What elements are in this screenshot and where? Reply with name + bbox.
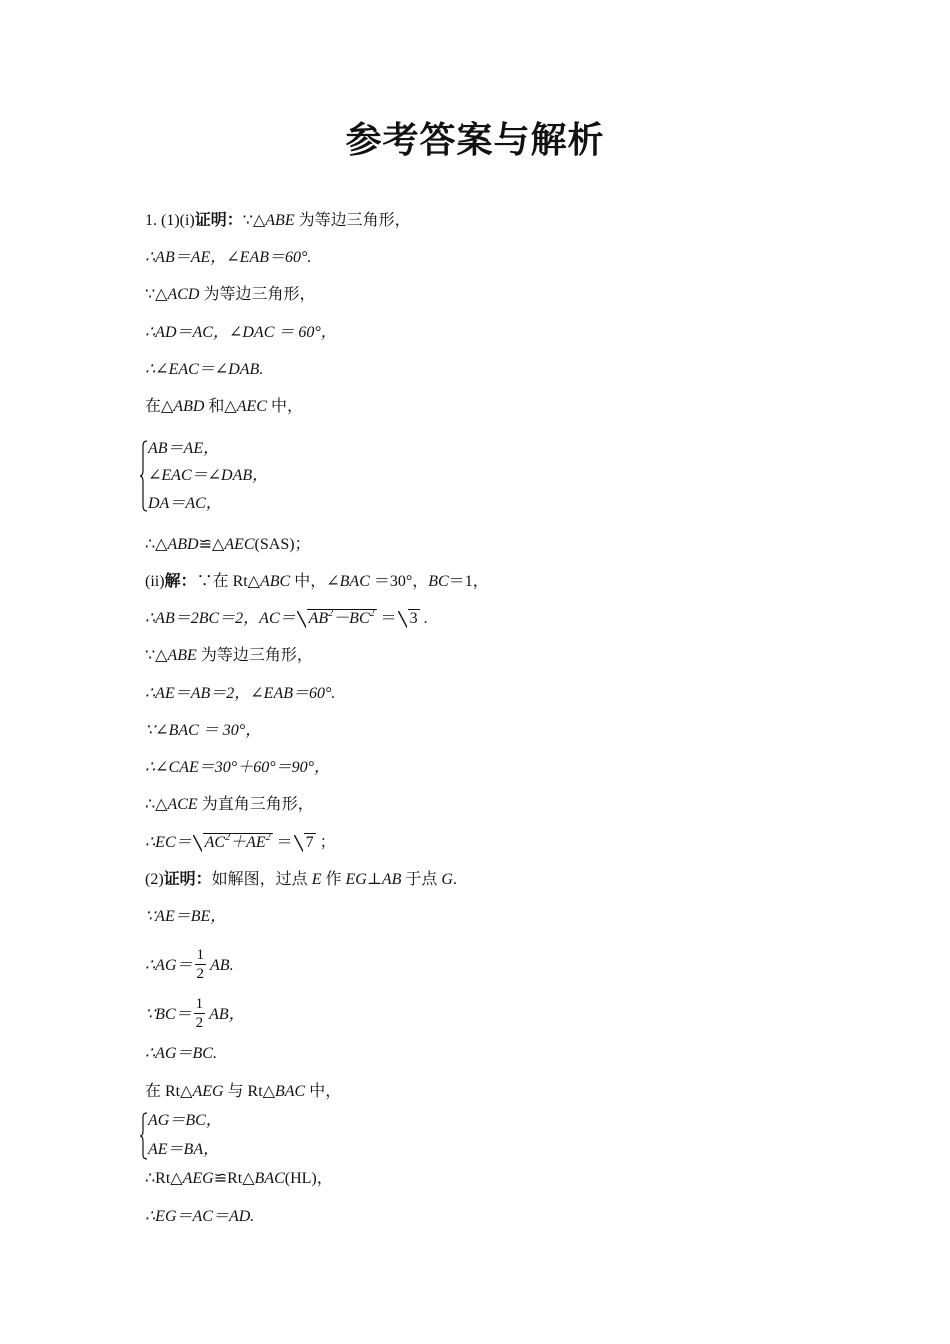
line-15: ∴EC＝ $AC^2+AE^2 = 7$ ； [145,832,336,854]
fraction-half: $\frac{1}{2}$ [196,947,205,982]
line-13: ∴∠CAE＝30°＋60°＝90°， [145,759,331,776]
system2-line-1: AG＝BC， [148,1112,222,1129]
system-line-1: AB＝AE， [148,440,220,457]
system-brace-1 [140,440,148,512]
line-17: ∵AE＝BE， [145,908,227,925]
system2-line-2: AE＝BA， [148,1141,220,1158]
line-22: ∴Rt△AEG≌Rt△BAC(HL)， [145,1170,333,1187]
sqrt-7: 7 [294,832,316,854]
line-7: ∴△ABD≌△AEC(SAS)； [145,536,311,553]
line-5: ∴∠EAC＝∠DAB. [145,361,264,378]
line-8: (ii)解：∵在 Rt△ABC 中，∠BAC ＝30°，BC＝1， [145,573,489,590]
line-4: ∴AD＝AC，∠DAC ＝ 60°， [145,324,337,341]
line-10: ∵△ABE 为等边三角形， [145,647,313,664]
fraction-half: $\frac{1}{2}$ [195,996,204,1031]
line-16: (2)证明：如解图，过点 E 作 EG⊥AB 于点 G. [145,871,457,888]
system-brace-2 [140,1112,148,1160]
system-line-3: DA＝AC， [148,495,222,512]
line-2: ∴AB＝AE，∠EAB＝60°. [145,249,312,266]
line-21: 在 Rt△AEG 与 Rt△BAC 中， [145,1083,342,1100]
line-23: ∴EG＝AC＝AD. [145,1208,255,1225]
line-1: 1. (1)(i)证明：∵△ABE 为等边三角形， [145,212,411,229]
system-line-2: ∠EAC＝∠DAB， [148,467,269,484]
line-6: 在△ABD 和△AEC 中， [145,398,303,415]
line-20: ∴AG＝BC. [145,1045,217,1062]
line-12: ∵∠BAC ＝ 30°， [145,722,262,739]
line-9: ∴AB＝2BC＝2，$AC= AB^2-BC^2 = 3$ . [145,608,428,630]
line-14: ∴△ACE 为直角三角形， [145,796,314,813]
line-19: ∵BC＝ $\frac{1}{2}$ AB， [145,996,245,1031]
page-title: 参考答案与解析 [345,120,605,160]
line-11: ∴AE＝AB＝2，∠EAB＝60°. [145,685,336,702]
sqrt-ac-ae: $AC^2+AE^2$ [193,832,273,854]
line-18: ∴AG＝ $\frac{1}{2}$ AB. [145,947,234,982]
sqrt-ab-bc: $AB^2-BC^2$ [297,608,377,630]
sqrt-3: 3 [398,608,420,630]
line-3: ∵△ACD 为等边三角形， [145,286,316,303]
